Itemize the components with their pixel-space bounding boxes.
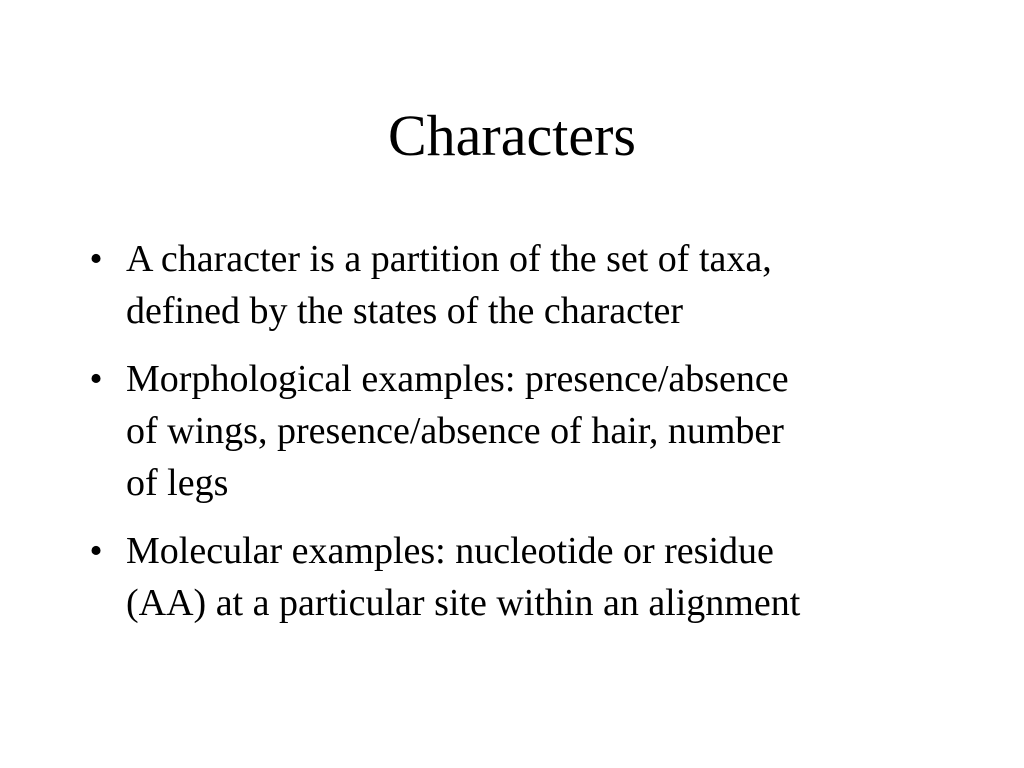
bullet-item-morphological-examples <box>84 353 984 509</box>
bullet-line: Molecular examples: nucleotide or residue <box>126 530 774 572</box>
bullet-line: defined by the states of the character <box>126 290 684 332</box>
bullet-line: Morphological examples: presence/absence <box>126 358 789 400</box>
bullet-line: of wings, presence/absence of hair, number <box>126 410 784 452</box>
bullet-line: of legs <box>126 462 229 504</box>
bullet-line: A character is a partition of the set of taxa, <box>126 238 772 280</box>
slide-title: Characters <box>388 103 636 168</box>
bullet-item-character-definition <box>84 233 984 337</box>
bullet-line: (AA) at a particular site within an alignment <box>126 582 801 624</box>
bullet-item-molecular-examples <box>84 525 984 629</box>
bullet-list <box>84 233 984 645</box>
bullet-dot-icon: • <box>89 238 103 280</box>
bullet-dot-icon: • <box>89 358 103 400</box>
bullet-dot-icon: • <box>89 530 103 572</box>
